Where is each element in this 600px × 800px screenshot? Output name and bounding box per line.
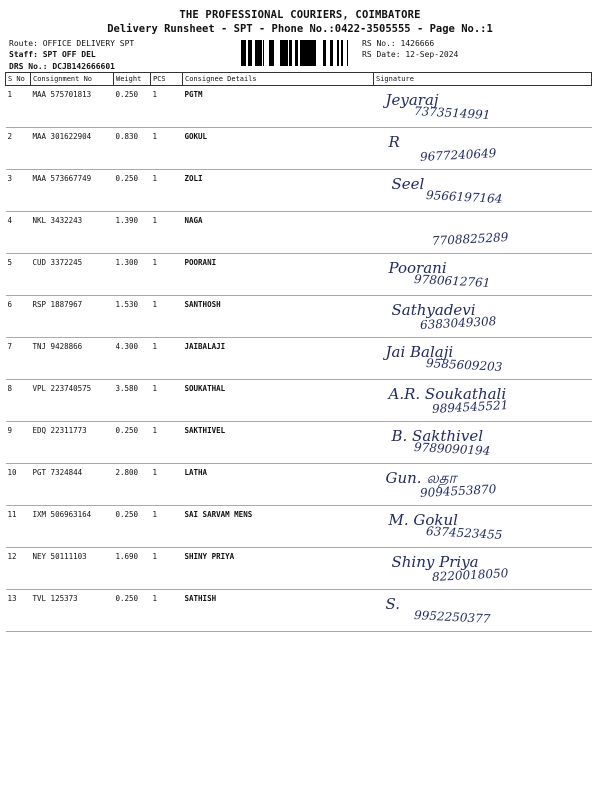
- signature-name: S.: [385, 595, 401, 613]
- row-pcs: 1: [151, 86, 183, 128]
- signature-phone: 9566197164: [425, 188, 503, 206]
- row-consignee: ZOLI: [183, 170, 374, 212]
- signature-phone: 6374523455: [425, 524, 503, 542]
- row-signature: [374, 380, 592, 422]
- barcode-bar: [308, 40, 309, 66]
- row-sno: 12: [6, 548, 31, 590]
- barcode-bar: [241, 40, 243, 66]
- col-header-consignee: Consignee Details: [183, 73, 374, 86]
- row-consignment-no: PGT 7324844: [31, 464, 114, 506]
- col-header-consignment: Consignment No: [31, 73, 114, 86]
- signature-name: Jai Balaji: [385, 343, 454, 361]
- staff-label: Staff: SPT OFF DEL: [9, 50, 96, 59]
- barcode-bar: [295, 40, 298, 66]
- row-weight: 0.250: [114, 86, 151, 128]
- row-weight: 0.830: [114, 128, 151, 170]
- row-pcs: 1: [151, 380, 183, 422]
- signature-name: Poorani: [388, 259, 447, 277]
- row-pcs: 1: [151, 212, 183, 254]
- table-row: [6, 590, 592, 632]
- table-row: [6, 380, 592, 422]
- barcode-image: [241, 40, 353, 66]
- row-consignment-no: EDQ 22311773: [31, 422, 114, 464]
- row-consignment-no: MAA 301622904: [31, 128, 114, 170]
- row-pcs: 1: [151, 590, 183, 632]
- row-weight: 0.250: [114, 170, 151, 212]
- row-sno: 8: [6, 380, 31, 422]
- row-weight: 3.580: [114, 380, 151, 422]
- runsheet-title: Delivery Runsheet - SPT - Phone No.:0422-3505555 - Page No.:1: [107, 23, 493, 35]
- row-weight: 1.390: [114, 212, 151, 254]
- row-signature: [374, 590, 592, 632]
- row-weight: 0.250: [114, 506, 151, 548]
- row-sno: 2: [6, 128, 31, 170]
- barcode-bar: [342, 40, 343, 66]
- row-weight: 0.250: [114, 590, 151, 632]
- table-row: [6, 422, 592, 464]
- row-consignee: NAGA: [183, 212, 374, 254]
- barcode-bar: [285, 40, 288, 66]
- drs-number: DRS No.: DCJB142666601: [9, 62, 115, 71]
- row-sno: 10: [6, 464, 31, 506]
- barcode-bar: [271, 40, 272, 66]
- barcode-bar: [314, 40, 316, 66]
- barcode-bar: [255, 40, 257, 66]
- rs-number: RS No.: 1426666: [362, 39, 435, 48]
- row-signature: [374, 422, 592, 464]
- signature-phone: 9677240649: [419, 146, 497, 164]
- row-weight: 4.300: [114, 338, 151, 380]
- barcode-bar: [280, 40, 282, 66]
- barcode-bar: [330, 40, 333, 66]
- row-signature: [374, 338, 592, 380]
- row-signature: [374, 464, 592, 506]
- rs-date: RS Date: 12-Sep-2024: [362, 50, 459, 59]
- row-sno: 13: [6, 590, 31, 632]
- signature-phone: 7708825289: [431, 230, 509, 248]
- barcode-bar: [243, 40, 245, 66]
- row-pcs: 1: [151, 296, 183, 338]
- signature-name: A.R. Soukathali: [388, 385, 507, 403]
- barcode-bar: [269, 40, 271, 66]
- row-sno: 3: [6, 170, 31, 212]
- barcode-bar: [337, 40, 339, 66]
- row-consignee: GOKUL: [183, 128, 374, 170]
- route-label: Route: OFFICE DELIVERY SPT: [9, 39, 135, 48]
- signature-phone: 9789090194: [413, 440, 491, 458]
- row-signature: [374, 296, 592, 338]
- row-pcs: 1: [151, 464, 183, 506]
- table-row: [6, 548, 592, 590]
- col-header-signature: Signature: [374, 73, 592, 86]
- table-row: [6, 506, 592, 548]
- barcode-bar: [263, 40, 264, 66]
- row-consignee: POORANI: [183, 254, 374, 296]
- barcode-bar: [302, 40, 305, 66]
- row-consignee: JAIBALAJI: [183, 338, 374, 380]
- barcode-bar: [245, 40, 246, 66]
- row-sno: 9: [6, 422, 31, 464]
- row-weight: 1.300: [114, 254, 151, 296]
- row-consignment-no: MAA 573667749: [31, 170, 114, 212]
- row-consignee: SAI SARVAM MENS: [183, 506, 374, 548]
- row-sno: 4: [6, 212, 31, 254]
- row-consignment-no: CUD 3372245: [31, 254, 114, 296]
- row-consignment-no: VPL 223740575: [31, 380, 114, 422]
- row-consignment-no: MAA 575701813: [31, 86, 114, 128]
- row-signature: [374, 254, 592, 296]
- row-weight: 1.690: [114, 548, 151, 590]
- row-pcs: 1: [151, 254, 183, 296]
- row-pcs: 1: [151, 506, 183, 548]
- row-sno: 6: [6, 296, 31, 338]
- company-name: THE PROFESSIONAL COURIERS, COIMBATORE: [179, 9, 421, 21]
- row-consignee: LATHA: [183, 464, 374, 506]
- row-signature: [374, 506, 592, 548]
- signature-name: Gun. லதா: [385, 469, 457, 487]
- table-row: [6, 212, 592, 254]
- runsheet-table: [5, 72, 592, 632]
- barcode-bar: [272, 40, 274, 66]
- row-signature: [374, 548, 592, 590]
- row-signature: [374, 128, 592, 170]
- row-consignee: SANTHOSH: [183, 296, 374, 338]
- row-consignment-no: NEY 50111103: [31, 548, 114, 590]
- barcode-bar: [309, 40, 312, 66]
- barcode-bar: [282, 40, 285, 66]
- signature-name: Sathyadevi: [391, 301, 476, 319]
- row-signature: [374, 212, 592, 254]
- row-signature: [374, 86, 592, 128]
- table-row: [6, 338, 592, 380]
- barcode-bar: [312, 40, 314, 66]
- row-weight: 0.250: [114, 422, 151, 464]
- row-consignment-no: TNJ 9428866: [31, 338, 114, 380]
- barcode-bar: [260, 40, 262, 66]
- row-pcs: 1: [151, 422, 183, 464]
- table-row: [6, 128, 592, 170]
- col-header-sno: S No: [6, 73, 31, 86]
- signature-name: Shiny Priya: [391, 553, 479, 571]
- row-pcs: 1: [151, 170, 183, 212]
- row-consignment-no: RSP 1887967: [31, 296, 114, 338]
- signature-name: Seel: [391, 175, 425, 193]
- table-row: [6, 296, 592, 338]
- row-weight: 1.530: [114, 296, 151, 338]
- row-consignee: SHINY PRIYA: [183, 548, 374, 590]
- signature-name: R: [388, 133, 400, 151]
- table-row: [6, 86, 592, 128]
- signature-name: Jeyaraj: [385, 91, 439, 109]
- barcode-bar: [347, 40, 348, 66]
- barcode-bar: [323, 40, 326, 66]
- signature-phone: 7373514991: [413, 104, 491, 122]
- table-header-row: [6, 73, 592, 86]
- col-header-weight: Weight: [114, 73, 151, 86]
- table-row: [6, 254, 592, 296]
- signature-phone: 9094553870: [419, 482, 497, 500]
- row-sno: 1: [6, 86, 31, 128]
- row-sno: 11: [6, 506, 31, 548]
- barcode-bar: [251, 40, 252, 66]
- row-consignment-no: TVL 125373: [31, 590, 114, 632]
- signature-phone: 8220018050: [431, 566, 509, 584]
- signature-phone: 9780612761: [413, 272, 491, 290]
- table-row: [6, 170, 592, 212]
- barcode-bar: [289, 40, 292, 66]
- row-pcs: 1: [151, 548, 183, 590]
- barcode-bar: [305, 40, 308, 66]
- row-sno: 5: [6, 254, 31, 296]
- signature-phone: 9585609203: [425, 356, 503, 374]
- row-consignee: PGTM: [183, 86, 374, 128]
- signature-name: B. Sakthivel: [391, 427, 484, 445]
- signature-phone: 9952250377: [413, 608, 491, 626]
- row-pcs: 1: [151, 128, 183, 170]
- signature-phone: 6383049308: [419, 314, 497, 332]
- row-pcs: 1: [151, 338, 183, 380]
- barcode-bar: [341, 40, 342, 66]
- barcode-bar: [300, 40, 302, 66]
- signature-name: M. Gokul: [388, 511, 458, 529]
- barcode-bar: [257, 40, 260, 66]
- signature-phone: 9894545521: [431, 398, 509, 416]
- table-row: [6, 464, 592, 506]
- row-signature: [374, 170, 592, 212]
- row-consignee: SAKTHIVEL: [183, 422, 374, 464]
- row-consignee: SOUKATHAL: [183, 380, 374, 422]
- row-consignee: SATHISH: [183, 590, 374, 632]
- col-header-pcs: PCS: [151, 73, 183, 86]
- row-consignment-no: IXM 506963164: [31, 506, 114, 548]
- barcode-bar: [248, 40, 251, 66]
- row-sno: 7: [6, 338, 31, 380]
- row-consignment-no: NKL 3432243: [31, 212, 114, 254]
- row-weight: 2.800: [114, 464, 151, 506]
